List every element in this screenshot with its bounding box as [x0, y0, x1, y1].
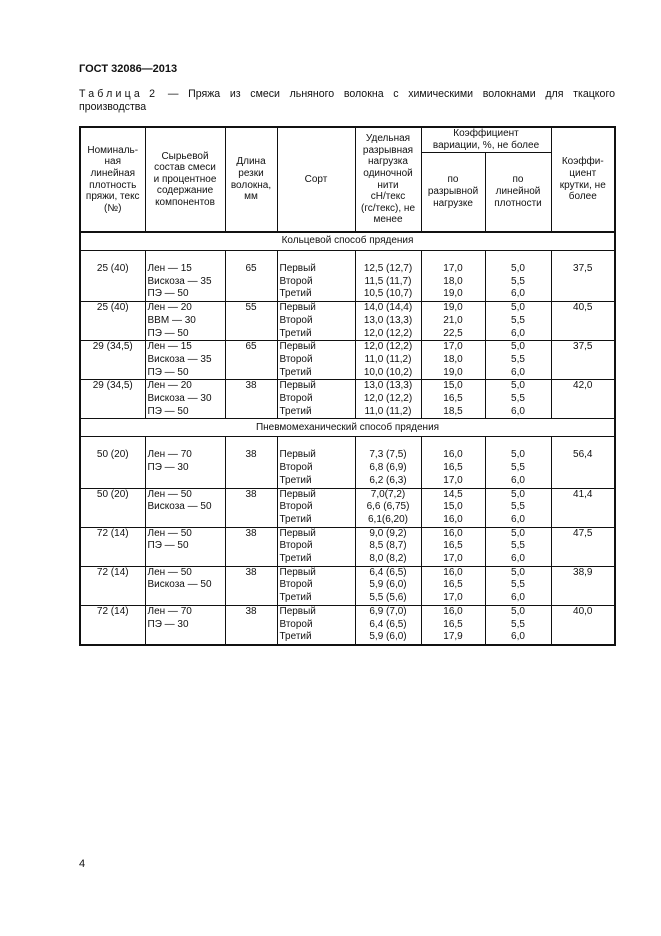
grade-cell	[277, 263, 355, 302]
table-row	[80, 566, 661, 605]
header-variation-load	[421, 152, 485, 232]
breaking-load-cell-line: 6,9 (7,0)	[369, 605, 407, 617]
grade-cell	[277, 605, 355, 645]
caption-word: —	[167, 88, 179, 100]
variation-density-cell-line: 6,0	[511, 327, 525, 339]
density-cell: 50 (20)	[80, 449, 145, 488]
composition-cell-line: Лен — 70	[147, 449, 192, 461]
section-header-row	[80, 419, 661, 437]
header-line: Длина	[236, 156, 266, 168]
cut-length-cell: 55	[225, 302, 277, 341]
section-title: Кольцевой способ прядения	[80, 232, 615, 251]
composition-cell-line: Лен — 20	[147, 302, 192, 314]
header-line: нагрузка	[368, 156, 408, 168]
variation-density-cell-line: 5,0	[511, 566, 525, 578]
composition-cell-line: Вискоза — 35	[147, 275, 212, 287]
grade-cell-line: Третий	[279, 327, 312, 339]
header-grade	[277, 127, 355, 232]
composition-cell-line: ПЭ — 30	[147, 462, 189, 474]
breaking-load-cell-line: 7,3 (7,5)	[369, 449, 407, 461]
variation-load-cell-line: 15,0	[443, 501, 463, 513]
variation-density-cell-line: 5,0	[511, 302, 525, 314]
header-line: разрывной	[427, 185, 479, 197]
variation-density-cell-line: 5,5	[511, 579, 525, 591]
header-line: компонентов	[155, 196, 215, 208]
header-line: по	[512, 174, 524, 186]
density-cell: 72 (14)	[80, 566, 145, 605]
variation-load-cell-line: 16,5	[443, 393, 463, 405]
variation-density-cell-line: 5,5	[511, 393, 525, 405]
twist-cell: 41,4	[551, 488, 615, 527]
header-line: пряжи, текс	[85, 191, 140, 203]
composition-cell	[145, 527, 225, 566]
composition-cell	[145, 263, 225, 302]
table-row	[80, 302, 661, 341]
variation-load-cell	[421, 341, 485, 380]
table-caption	[79, 88, 615, 114]
header-line: циент	[569, 167, 597, 179]
composition-cell-line: Лен — 50	[147, 527, 192, 539]
page-number: 4	[79, 858, 86, 870]
variation-load-cell-line: 16,5	[443, 540, 463, 552]
twist-cell: 37,5	[551, 341, 615, 380]
density-cell: 50 (20)	[80, 488, 145, 527]
composition-cell-line: Вискоза — 35	[147, 353, 212, 365]
breaking-load-cell-line: 12,0 (12,2)	[363, 393, 413, 405]
variation-density-cell-line: 5,0	[511, 488, 525, 500]
cut-length-cell: 38	[225, 605, 277, 645]
breaking-load-cell	[355, 527, 421, 566]
grade-cell-line: Третий	[279, 513, 312, 525]
grade-cell-line: Первый	[279, 341, 316, 353]
cut-length-cell: 38	[225, 566, 277, 605]
header-line: плотности	[494, 197, 542, 209]
grade-cell-line: Второй	[279, 275, 313, 287]
breaking-load-cell-line: 8,0 (8,2)	[369, 553, 407, 565]
grade-cell-line: Первый	[279, 302, 316, 314]
section-spacer	[80, 251, 661, 264]
variation-load-cell-line: 18,5	[443, 405, 463, 417]
variation-load-cell-line: 16,0	[443, 449, 463, 461]
header-variation	[421, 127, 551, 152]
composition-cell-line: ПЭ — 50	[147, 288, 189, 300]
variation-load-cell-line: 16,0	[443, 566, 463, 578]
header-line: (гс/текс), не	[360, 202, 416, 214]
caption-second-line: производства	[79, 101, 147, 113]
density-cell: 72 (14)	[80, 605, 145, 645]
header-line: ная	[104, 156, 121, 168]
variation-load-cell-line: 16,0	[443, 527, 463, 539]
twist-cell: 40,0	[551, 605, 615, 645]
cut-length-cell: 65	[225, 263, 277, 302]
breaking-load-cell-line: 6,8 (6,9)	[369, 462, 407, 474]
header-line: менее	[373, 214, 403, 226]
header-line: крутки, не	[559, 179, 606, 191]
header-line: волокна,	[230, 179, 272, 191]
grade-cell-line: Третий	[279, 592, 312, 604]
variation-load-cell-line: 22,5	[443, 327, 463, 339]
caption-lead: Таблица 2	[79, 88, 159, 100]
composition-cell-line: Лен — 15	[147, 263, 192, 274]
header-line: состав смеси	[154, 162, 216, 174]
density-cell: 72 (14)	[80, 527, 145, 566]
grade-cell-line: Первый	[279, 527, 316, 539]
breaking-load-cell-line: 13,0 (13,3)	[363, 380, 413, 392]
variation-density-cell	[485, 449, 551, 488]
breaking-load-cell-line: 11,5 (11,7)	[364, 275, 412, 287]
grade-cell-line: Первый	[279, 449, 316, 461]
composition-cell	[145, 488, 225, 527]
variation-load-cell-line: 17,9	[443, 631, 463, 643]
header-line: Номиналь-	[87, 144, 139, 156]
variation-load-cell-line: 15,0	[443, 380, 463, 392]
header-line: одиночной	[363, 167, 413, 179]
cut-length-cell: 38	[225, 449, 277, 488]
variation-density-cell-line: 5,5	[511, 462, 525, 474]
variation-density-cell-line: 5,0	[511, 263, 525, 274]
grade-cell	[277, 566, 355, 605]
breaking-load-cell	[355, 449, 421, 488]
variation-load-cell	[421, 605, 485, 645]
grade-cell-line: Второй	[279, 314, 313, 326]
header-line: по	[447, 174, 459, 186]
composition-cell-line: Лен — 15	[147, 341, 192, 353]
variation-load-cell-line: 16,5	[443, 462, 463, 474]
composition-cell-line: ПЭ — 50	[147, 327, 189, 339]
grade-cell-line: Второй	[279, 462, 313, 474]
twist-cell: 40,5	[551, 302, 615, 341]
caption-word: ткацкого	[573, 88, 615, 100]
header-line: вариации, %, не более	[432, 139, 540, 151]
table-body	[80, 232, 661, 645]
header-density	[80, 127, 145, 232]
breaking-load-cell	[355, 488, 421, 527]
variation-density-cell-line: 6,0	[511, 366, 525, 378]
variation-load-cell	[421, 449, 485, 488]
breaking-load-cell-line: 9,0 (9,2)	[369, 527, 407, 539]
breaking-load-cell-line: 12,0 (12,2)	[363, 327, 413, 339]
variation-density-cell-line: 5,5	[511, 540, 525, 552]
composition-cell-line: Вискоза — 50	[147, 501, 212, 513]
caption-first-line	[79, 88, 615, 101]
grade-cell-line: Второй	[279, 618, 313, 630]
header-composition	[145, 127, 225, 232]
variation-density-cell-line: 5,5	[511, 618, 525, 630]
twist-cell: 38,9	[551, 566, 615, 605]
variation-load-cell	[421, 380, 485, 419]
header-line: более	[568, 191, 597, 203]
variation-density-cell-line: 5,0	[511, 527, 525, 539]
composition-cell	[145, 449, 225, 488]
grade-cell-line: Третий	[279, 405, 312, 417]
header-line: Сорт	[304, 173, 328, 185]
breaking-load-cell	[355, 605, 421, 645]
breaking-load-cell	[355, 263, 421, 302]
variation-load-cell-line: 16,5	[443, 618, 463, 630]
header-line: резки	[238, 167, 264, 179]
header-line: Коэффициент	[453, 128, 519, 140]
variation-density-cell-line: 5,5	[511, 314, 525, 326]
grade-cell-line: Второй	[279, 501, 313, 513]
twist-cell: 42,0	[551, 380, 615, 419]
variation-load-cell	[421, 566, 485, 605]
composition-cell-line: ПЭ — 30	[147, 618, 189, 630]
grade-cell-line: Второй	[279, 393, 313, 405]
composition-cell-line: ПЭ — 50	[147, 405, 189, 417]
header-breaking-load	[355, 127, 421, 232]
breaking-load-cell-line: 5,5 (5,6)	[369, 592, 407, 604]
composition-cell-line: Лен — 50	[147, 566, 192, 578]
grade-cell-line: Первый	[279, 488, 316, 500]
grade-cell-line: Первый	[279, 380, 316, 392]
grade-cell-line: Третий	[279, 474, 312, 486]
table-row	[80, 380, 661, 419]
variation-load-cell-line: 19,0	[443, 366, 463, 378]
variation-load-cell-line: 14,5	[443, 488, 463, 500]
grade-cell-line: Третий	[279, 366, 312, 378]
header-cut-length	[225, 127, 277, 232]
header-line: Удельная	[365, 133, 411, 145]
composition-cell-line: ПЭ — 50	[147, 540, 189, 552]
variation-density-cell-line: 6,0	[511, 405, 525, 417]
header-line: Коэффи-	[561, 156, 604, 168]
variation-load-cell-line: 17,0	[443, 553, 463, 565]
breaking-load-cell-line: 6,4 (6,5)	[369, 566, 407, 578]
header-line: сН/текс	[370, 191, 406, 203]
table-row	[80, 341, 661, 380]
variation-load-cell-line: 21,0	[443, 314, 463, 326]
variation-load-cell	[421, 488, 485, 527]
section-header-row	[80, 232, 661, 251]
table-row	[80, 605, 661, 645]
breaking-load-cell-line: 6,6 (6,75)	[366, 501, 410, 513]
header-line: и процентное	[153, 173, 217, 185]
composition-cell-line: Вискоза — 50	[147, 579, 212, 591]
breaking-load-cell-line: 10,0 (10,2)	[363, 366, 413, 378]
header-line: (№)	[104, 202, 122, 214]
variation-density-cell	[485, 488, 551, 527]
twist-cell: 37,5	[551, 263, 615, 302]
grade-cell-line: Второй	[279, 353, 313, 365]
variation-density-cell-line: 5,5	[511, 275, 525, 287]
grade-cell-line: Первый	[279, 566, 316, 578]
density-cell: 25 (40)	[80, 263, 145, 302]
breaking-load-cell-line: 5,9 (6,0)	[369, 631, 407, 643]
variation-load-cell	[421, 527, 485, 566]
variation-load-cell-line: 16,0	[443, 513, 463, 525]
variation-density-cell	[485, 263, 551, 302]
table-row	[80, 449, 661, 488]
header-line: плотность	[89, 179, 137, 191]
header-twist	[551, 127, 615, 232]
table-row	[80, 488, 661, 527]
breaking-load-cell	[355, 302, 421, 341]
variation-density-cell-line: 5,0	[511, 341, 525, 353]
variation-load-cell-line: 17,0	[443, 341, 463, 353]
grade-cell	[277, 302, 355, 341]
variation-density-cell-line: 6,0	[511, 288, 525, 300]
variation-load-cell-line: 18,0	[443, 353, 463, 365]
breaking-load-cell	[355, 380, 421, 419]
breaking-load-cell-line: 11,0 (11,2)	[364, 353, 412, 365]
variation-density-cell-line: 6,0	[511, 474, 525, 486]
header-line: мм	[244, 191, 258, 203]
density-cell: 29 (34,5)	[80, 341, 145, 380]
breaking-load-cell-line: 6,4 (6,5)	[369, 618, 407, 630]
caption-word: смеси	[250, 88, 280, 100]
table-row	[80, 527, 661, 566]
composition-cell	[145, 302, 225, 341]
breaking-load-cell-line: 6,1(6,20)	[367, 513, 409, 525]
cut-length-cell: 65	[225, 341, 277, 380]
variation-density-cell	[485, 380, 551, 419]
breaking-load-cell-line: 5,9 (6,0)	[369, 579, 407, 591]
variation-density-cell	[485, 605, 551, 645]
composition-cell-line: Лен — 70	[147, 605, 192, 617]
breaking-load-cell-line: 11,0 (11,2)	[364, 405, 412, 417]
grade-cell-line: Второй	[279, 579, 313, 591]
grade-cell-line: Первый	[279, 263, 316, 274]
cut-length-cell: 38	[225, 488, 277, 527]
twist-cell: 47,5	[551, 527, 615, 566]
breaking-load-cell-line: 7,0(7,2)	[370, 488, 406, 500]
variation-density-cell-line: 6,0	[511, 513, 525, 525]
grade-cell	[277, 380, 355, 419]
composition-cell-line: ПЭ — 50	[147, 366, 189, 378]
grade-cell	[277, 341, 355, 380]
breaking-load-cell-line: 6,2 (6,3)	[369, 474, 407, 486]
variation-load-cell-line: 17,0	[443, 592, 463, 604]
breaking-load-cell-line: 13,0 (13,3)	[363, 314, 413, 326]
twist-cell: 56,4	[551, 449, 615, 488]
composition-cell	[145, 380, 225, 419]
cut-length-cell: 38	[225, 380, 277, 419]
section-title: Пневмомеханический способ прядения	[80, 419, 615, 437]
header-line: нити	[377, 179, 399, 191]
breaking-load-cell-line: 14,0 (14,4)	[363, 302, 413, 314]
grade-cell-line: Третий	[279, 631, 312, 643]
grade-cell	[277, 488, 355, 527]
variation-density-cell-line: 5,0	[511, 449, 525, 461]
header-line: Сырьевой	[161, 150, 209, 162]
document-code: ГОСТ 32086—2013	[79, 63, 178, 75]
breaking-load-cell	[355, 566, 421, 605]
breaking-load-cell-line: 12,5 (12,7)	[363, 263, 413, 274]
caption-word: с	[393, 88, 399, 100]
variation-density-cell-line: 5,0	[511, 605, 525, 617]
variation-density-cell-line: 5,5	[511, 501, 525, 513]
caption-word: волокна	[343, 88, 384, 100]
variation-density-cell-line: 6,0	[511, 631, 525, 643]
caption-word: льняного	[289, 88, 335, 100]
composition-cell-line: Вискоза — 30	[147, 393, 212, 405]
variation-density-cell-line: 6,0	[511, 592, 525, 604]
variation-density-cell-line: 5,5	[511, 353, 525, 365]
variation-load-cell-line: 17,0	[443, 263, 463, 274]
variation-density-cell-line: 5,0	[511, 380, 525, 392]
variation-load-cell	[421, 263, 485, 302]
variation-density-cell	[485, 527, 551, 566]
variation-load-cell-line: 19,0	[443, 302, 463, 314]
table-row	[80, 263, 661, 302]
variation-load-cell-line: 18,0	[443, 275, 463, 287]
breaking-load-cell-line: 8,5 (8,7)	[369, 540, 407, 552]
variation-density-cell	[485, 341, 551, 380]
caption-word: для	[545, 88, 564, 100]
header-variation-density	[485, 152, 551, 232]
grade-cell-line: Третий	[279, 553, 312, 565]
caption-word: Пряжа	[188, 88, 221, 100]
composition-cell-line: Лен — 50	[147, 488, 192, 500]
grade-cell-line: Второй	[279, 540, 313, 552]
cut-length-cell: 38	[225, 527, 277, 566]
breaking-load-cell-line: 10,5 (10,7)	[363, 288, 413, 300]
variation-load-cell-line: 16,0	[443, 605, 463, 617]
variation-load-cell-line: 19,0	[443, 288, 463, 300]
grade-cell	[277, 527, 355, 566]
variation-load-cell	[421, 302, 485, 341]
variation-density-cell	[485, 566, 551, 605]
grade-cell	[277, 449, 355, 488]
breaking-load-cell	[355, 341, 421, 380]
header-line: нагрузке	[433, 197, 473, 209]
section-spacer	[80, 437, 661, 450]
caption-word: химическими	[408, 88, 474, 100]
yarn-requirements-table	[79, 126, 661, 646]
variation-density-cell-line: 6,0	[511, 553, 525, 565]
header-line: разрывная	[362, 144, 414, 156]
caption-word: из	[229, 88, 241, 100]
composition-cell	[145, 566, 225, 605]
density-cell: 29 (34,5)	[80, 380, 145, 419]
variation-load-cell-line: 17,0	[443, 474, 463, 486]
grade-cell-line: Третий	[279, 288, 312, 300]
variation-density-cell	[485, 302, 551, 341]
header-line: линейная	[90, 167, 136, 179]
composition-cell-line: Лен — 20	[147, 380, 192, 392]
composition-cell	[145, 605, 225, 645]
grade-cell-line: Первый	[279, 605, 316, 617]
composition-cell-line: ВВМ — 30	[147, 314, 196, 326]
caption-word: волокнами	[482, 88, 536, 100]
composition-cell	[145, 341, 225, 380]
variation-load-cell-line: 16,5	[443, 579, 463, 591]
header-line: линейной	[495, 185, 541, 197]
density-cell: 25 (40)	[80, 302, 145, 341]
breaking-load-cell-line: 12,0 (12,2)	[363, 341, 413, 353]
header-line: содержание	[156, 185, 214, 197]
